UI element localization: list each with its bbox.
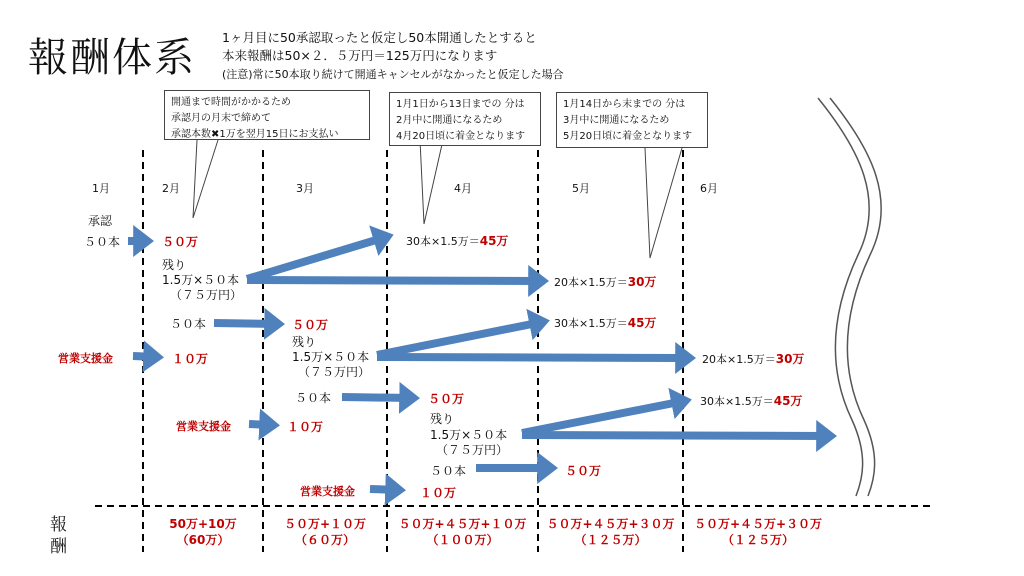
callout-april-line-2: 2月中に開通になるため: [396, 115, 503, 126]
total-may: [538, 516, 683, 548]
intro-line-2: 本来報酬は50×２．５万円＝125万円になります: [222, 48, 498, 63]
row2-result-a-calc: 30本×1.5万＝: [554, 317, 628, 330]
pointer-1: [193, 140, 218, 218]
row2-amount: ５０万: [292, 318, 329, 332]
total-mar-calc: ５０万+１０万: [283, 517, 367, 531]
row2-remain-total: （７５万円）: [298, 365, 371, 379]
row2-count: ５０本: [170, 317, 207, 331]
intro-note: (注意)常に50本取り続けて開通キャンセルがなかったと仮定した場合: [222, 68, 564, 81]
total-apr: [387, 516, 538, 548]
month-dividers: [95, 150, 935, 552]
row1-result-a-calc: 30本×1.5万＝: [406, 235, 480, 248]
row2-result-b-value: 30万: [775, 352, 805, 366]
arrow-r4-support: [370, 489, 398, 490]
row3-support-amount: １０万: [287, 420, 324, 434]
callout-april-line-1: 1月1日から13日までの 分は: [396, 99, 525, 110]
row1-remain: 残り: [162, 258, 187, 272]
row1-result-a: [406, 232, 508, 249]
month-1: 1月: [92, 182, 110, 195]
total-mar: [263, 516, 387, 548]
arrow-r2-support: [133, 356, 156, 357]
approval-label: 承認: [88, 214, 113, 228]
arrow-r3-b: [522, 435, 829, 436]
total-feb-calc: 50万+10万: [169, 517, 237, 531]
row1-amount: ５０万: [162, 235, 199, 249]
row3-remain: 残り: [430, 412, 455, 426]
month-5: 5月: [572, 182, 590, 195]
callout-may-line-2: 3月中に開通になるため: [563, 115, 670, 126]
row3-result-a-value: 45万: [773, 394, 803, 408]
row1-remain-total: （７５万円）: [170, 288, 243, 302]
month-6: 6月: [700, 182, 718, 195]
row1-result-b: [554, 273, 656, 290]
page-title: 報酬体系: [28, 35, 196, 81]
total-may-calc: ５０万+４５万+３０万: [546, 517, 675, 531]
row2-remain-calc: 1.5万×５０本: [292, 350, 370, 364]
arrow-r3-support: [249, 424, 272, 425]
row1-result-b-value: 30万: [627, 275, 657, 289]
arrow-r2-count: [214, 323, 277, 324]
row1-result-b-calc: 20本×1.5万＝: [554, 276, 628, 289]
row3-result-a: [700, 392, 802, 409]
total-may-sum: （１２５万）: [574, 533, 647, 547]
reward-row-label-1: 報: [50, 515, 67, 535]
row3-result-a-calc: 30本×1.5万＝: [700, 395, 774, 408]
intro-line-1: 1ヶ月目に50承認取ったと仮定し50本開通したとすると: [222, 30, 537, 45]
callout-payment: [164, 90, 370, 140]
total-mar-sum: （６０万）: [294, 533, 355, 547]
arrow-r3-count: [342, 397, 412, 398]
row2-result-b-calc: 20本×1.5万＝: [702, 353, 776, 366]
reward-row-label: [50, 514, 67, 558]
row3-remain-calc: 1.5万×５０本: [430, 428, 508, 442]
total-jun-sum: （１２５万）: [721, 533, 794, 547]
row4-support: 営業支援金: [300, 485, 355, 498]
total-apr-sum: （１００万）: [426, 533, 499, 547]
row3-amount: ５０万: [428, 392, 465, 406]
row2-result-a-value: 45万: [627, 316, 657, 330]
row1-remain-calc: 1.5万×５０本: [162, 273, 240, 287]
row1-result-a-value: 45万: [479, 234, 509, 248]
total-jun: [683, 516, 833, 548]
row4-support-amount: １０万: [420, 486, 457, 500]
month-2: 2月: [162, 182, 180, 195]
total-jun-calc: ５０万+４５万+３０万: [693, 517, 823, 531]
row3-remain-total: （７５万円）: [436, 443, 509, 457]
reward-row-label-2: 酬: [50, 537, 67, 557]
total-feb: [143, 516, 263, 548]
month-4: 4月: [454, 182, 472, 195]
row4-count: ５０本: [430, 464, 467, 478]
row2-support-amount: １０万: [172, 352, 209, 366]
row2-remain: 残り: [292, 335, 317, 349]
callout-payment-line-3: 承認本数✖1万を翌月15日にお支払い: [171, 129, 339, 140]
row3-count: ５０本: [295, 391, 332, 405]
row2-support: 営業支援金: [58, 352, 113, 365]
arrow-r3-a: [522, 401, 684, 433]
arrow-r2-b: [377, 357, 688, 358]
row1-count: ５０本: [84, 235, 121, 249]
pointer-2: [420, 140, 443, 224]
arrow-r1-b: [247, 280, 541, 281]
callout-payment-line-1: 開通まで時間がかかるため: [171, 97, 291, 108]
callout-may-line-1: 1月14日から末までの 分は: [563, 99, 686, 110]
pointer-3: [645, 148, 682, 258]
callout-may-line-3: 5月20日頃に着金となります: [563, 131, 693, 142]
arrow-r1-a: [247, 237, 386, 279]
row4-amount: ５０万: [565, 464, 602, 478]
row3-support: 営業支援金: [176, 420, 231, 433]
arrow-r2-a: [377, 322, 542, 355]
callout-april: [389, 92, 541, 146]
callout-payment-line-2: 承認月の月末で締めて: [171, 113, 271, 124]
month-3: 3月: [296, 182, 314, 195]
row2-result-a: [554, 314, 656, 331]
total-apr-calc: ５０万+４５万+１０万: [398, 517, 527, 531]
total-feb-sum: （60万）: [176, 533, 230, 547]
callout-may: [556, 92, 708, 148]
callout-april-line-3: 4月20日頃に着金となります: [396, 131, 526, 142]
row2-result-b: [702, 350, 804, 367]
